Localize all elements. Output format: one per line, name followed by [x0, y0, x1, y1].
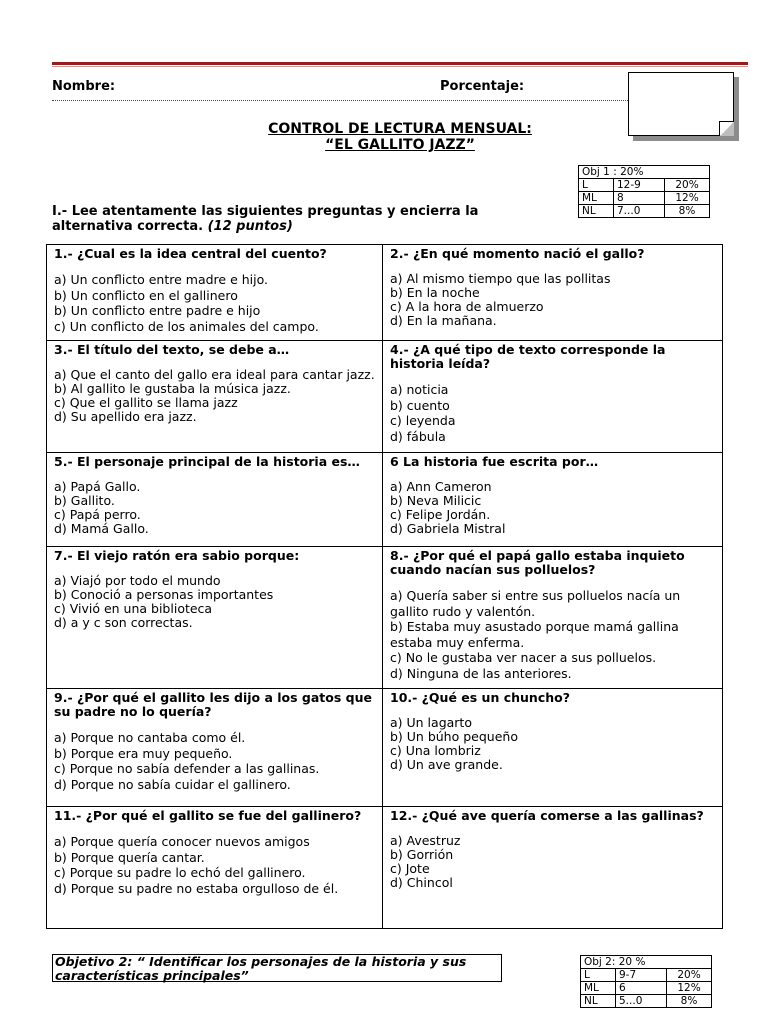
option[interactable]: b) En la noche [390, 285, 480, 300]
questions-grid [46, 244, 723, 929]
option[interactable]: b) Porque quería cantar. [54, 849, 205, 865]
option[interactable]: d) Su apellido era jazz. [54, 409, 197, 424]
question-2: 2.- ¿En qué momento nació el gallo? [390, 246, 645, 261]
option[interactable]: a) Viajó por todo el mundo [54, 573, 221, 588]
question-cell [383, 547, 723, 689]
obj2-table [580, 955, 712, 1008]
folded-corner [719, 121, 734, 136]
option[interactable]: d) fábula [390, 428, 446, 444]
option[interactable]: b) Gorrión [390, 847, 454, 862]
question-cell [47, 453, 383, 547]
option[interactable]: c) Una lombriz [390, 743, 481, 758]
obj1-cell: 12% [665, 192, 710, 205]
option[interactable]: c) Que el gallito se llama jazz [54, 395, 238, 410]
obj2-cell: L [581, 969, 616, 982]
obj2-cell: 12% [667, 982, 712, 995]
obj1-cell: 20% [665, 179, 710, 192]
option[interactable]: a) Al mismo tiempo que las pollitas [390, 271, 611, 286]
question-7: 7.- El viejo ratón era sabio porque: [54, 548, 300, 563]
option[interactable]: a) Un conflicto entre madre e hijo. [54, 272, 269, 287]
obj2-cell: 9-7 [616, 969, 667, 982]
question-cell [383, 453, 723, 547]
option[interactable]: a) Que el canto del gallo era ideal para cantar jazz. [54, 367, 375, 382]
obj1-cell: 12-9 [614, 179, 665, 192]
instructions-text: I.- Lee atentamente las siguientes preguntas y encierra la alternativa correcta. [52, 204, 479, 234]
option[interactable]: d) Gabriela Mistral [390, 521, 506, 536]
option[interactable]: d) Mamá Gallo. [54, 521, 149, 536]
option[interactable]: a) noticia [390, 382, 449, 397]
option[interactable]: a) Porque no cantaba como él. [54, 730, 246, 745]
question-cell [47, 547, 383, 689]
question-4: 4.- ¿A qué tipo de texto corresponde la historia leída? [390, 342, 666, 371]
obj1-table [578, 165, 710, 218]
obj1-cell: NL [579, 205, 614, 218]
option[interactable]: b) cuento [390, 397, 450, 413]
option[interactable]: c) Porque su padre lo echó del gallinero. [54, 865, 306, 880]
question-10: 10.- ¿Qué es un chuncho? [390, 690, 570, 705]
option[interactable]: a) Ann Cameron [390, 479, 492, 494]
page-title: CONTROL DE LECTURA MENSUAL: [268, 121, 532, 137]
score-note-box [628, 72, 734, 136]
option[interactable]: a) Un lagarto [390, 715, 472, 730]
option[interactable]: d) Un ave grande. [390, 757, 503, 772]
question-cell [383, 807, 723, 929]
instructions-points: (12 puntos) [207, 219, 293, 234]
question-cell [383, 245, 723, 341]
question-3: 3.- El título del texto, se debe a… [54, 342, 290, 357]
option[interactable]: c) A la hora de almuerzo [390, 299, 544, 314]
option[interactable]: b) Neva Milicic [390, 493, 482, 508]
option[interactable]: b) Gallito. [54, 493, 115, 508]
name-line [52, 100, 632, 101]
header-rule [52, 62, 748, 65]
obj2-header: Obj 2: 20 % [581, 956, 712, 969]
obj1-header: Obj 1 : 20% [579, 166, 710, 179]
option[interactable]: c) Jote [390, 861, 430, 876]
question-cell [47, 245, 383, 341]
option[interactable]: b) Un búho pequeño [390, 729, 518, 744]
question-6: 6 La historia fue escrita por… [390, 454, 599, 469]
page-subtitle: “EL GALLITO JAZZ” [325, 137, 475, 153]
option[interactable]: c) No le gustaba ver nacer a sus polluelos. [390, 650, 657, 665]
obj2-cell: 8% [667, 995, 712, 1008]
option[interactable]: a) Papá Gallo. [54, 479, 141, 494]
obj1-cell: L [579, 179, 614, 192]
question-cell [383, 689, 723, 807]
option[interactable]: c) Un conflicto de los animales del campo. [54, 318, 319, 334]
nombre-label: Nombre: [52, 79, 116, 94]
option[interactable]: d) Porque no sabía cuidar el gallinero. [54, 776, 291, 792]
option[interactable]: c) Porque no sabía defender a las gallinas. [54, 761, 320, 776]
question-cell [47, 689, 383, 807]
question-cell [383, 341, 723, 453]
question-1: 1.- ¿Cual es la idea central del cuento? [54, 246, 327, 261]
obj2-cell: NL [581, 995, 616, 1008]
objective-2-box: Objetivo 2: “ Identificar los personajes de la historia y sus características principales” [52, 954, 502, 982]
option[interactable]: c) Vivió en una biblioteca [54, 601, 213, 616]
question-12: 12.- ¿Qué ave quería comerse a las gallinas? [390, 808, 704, 823]
option[interactable]: c) Papá perro. [54, 507, 141, 522]
option[interactable]: d) Porque su padre no estaba orgulloso de él. [54, 880, 339, 896]
obj2-cell: 6 [616, 982, 667, 995]
instructions [52, 204, 562, 234]
option[interactable]: d) En la mañana. [390, 313, 497, 328]
question-11: 11.- ¿Por qué el gallito se fue del gallinero? [54, 808, 362, 823]
question-cell [47, 341, 383, 453]
question-9: 9.- ¿Por qué el gallito les dijo a los gatos que su padre no lo quería? [54, 690, 372, 719]
obj1-cell: 7...0 [614, 205, 665, 218]
option[interactable]: a) Porque quería conocer nuevos amigos [54, 834, 310, 849]
question-cell [47, 807, 383, 929]
option[interactable]: b) Un conflicto entre padre e hijo [54, 303, 261, 318]
option[interactable]: b) Un conflicto en el gallinero [54, 287, 238, 303]
option[interactable]: d) Chincol [390, 875, 453, 890]
option[interactable]: b) Al gallito le gustaba la música jazz. [54, 381, 291, 396]
option[interactable]: d) a y c son correctas. [54, 615, 193, 630]
obj1-cell: 8 [614, 192, 665, 205]
option[interactable]: b) Conoció a personas importantes [54, 587, 274, 602]
obj2-cell: 20% [667, 969, 712, 982]
option[interactable]: a) Avestruz [390, 833, 461, 848]
obj1-cell: ML [579, 192, 614, 205]
option[interactable]: b) Estaba muy asustado porque mamá gallina estaba muy enferma. [390, 619, 679, 650]
option[interactable]: b) Porque era muy pequeño. [54, 745, 233, 761]
question-5: 5.- El personaje principal de la historia es… [54, 454, 360, 469]
obj2-cell: ML [581, 982, 616, 995]
option[interactable]: c) Felipe Jordán. [390, 507, 491, 522]
question-8: 8.- ¿Por qué el papá gallo estaba inquieto cuando nacían sus polluelos? [390, 548, 685, 577]
option[interactable]: c) leyenda [390, 413, 456, 428]
option[interactable]: d) Ninguna de las anteriores. [390, 665, 572, 681]
porcentaje-label: Porcentaje: [440, 79, 525, 94]
option[interactable]: a) Quería saber si entre sus polluelos nacía un gallito rudo y valentón. [390, 588, 681, 619]
obj2-cell: 5...0 [616, 995, 667, 1008]
obj1-cell: 8% [665, 205, 710, 218]
header-rule-shadow [52, 66, 748, 67]
